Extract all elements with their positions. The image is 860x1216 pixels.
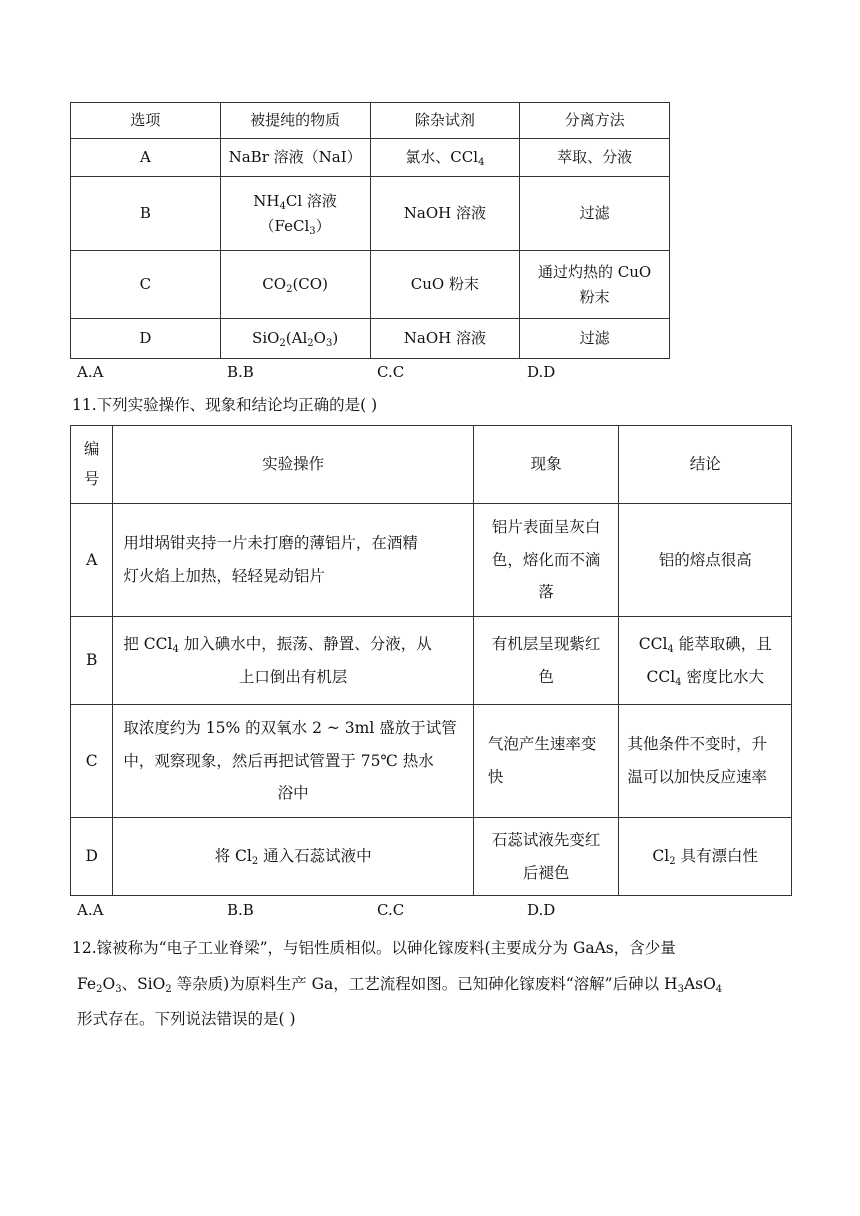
substance-cell: NaBr 溶液（NaI）	[220, 139, 370, 177]
experiment-table	[70, 425, 792, 896]
table-header-row	[71, 103, 670, 139]
header-cell: 除杂试剂	[370, 103, 520, 139]
header-number: 编 号	[71, 426, 113, 504]
phenomenon-cell: 有机层呈现紫红 色	[473, 617, 619, 705]
reagent-cell: 氯水、CCl$_4$	[370, 139, 520, 177]
phenomenon-cell: 石蕊试液先变红 后褪色	[473, 818, 619, 896]
choice-d[interactable]: D.D	[527, 901, 556, 919]
reagent-cell: CuO 粉末	[370, 251, 520, 319]
option-cell: B	[71, 177, 221, 251]
header-operation: 实验操作	[113, 426, 474, 504]
choice-b[interactable]: B.B	[227, 901, 254, 919]
header-cell: 选项	[71, 103, 221, 139]
choice-b[interactable]: B.B	[227, 363, 254, 381]
table-row	[71, 251, 670, 319]
choice-c[interactable]: C.C	[377, 363, 405, 381]
method-cell: 萃取、分液	[520, 139, 670, 177]
conclusion-cell: CCl$_4$ 能萃取碘，且 CCl$_4$ 密度比水大	[619, 617, 792, 705]
operation-cell: 取浓度约为 15% 的双氧水 2 ~ 3ml 盛放于试管 中，观察现象，然后再把试管置于 75℃ 热水 浴中	[113, 705, 474, 818]
operation-cell: 用坩埚钳夹持一片未打磨的薄铝片，在酒精 灯火焰上加热，轻轻晃动铝片	[113, 504, 474, 617]
question-11: 11.下列实验操作、现象和结论均正确的是( )	[72, 396, 378, 414]
method-cell: 通过灼热的 CuO 粉末	[520, 251, 670, 319]
choice-c[interactable]: C.C	[377, 901, 405, 919]
method-cell: 过滤	[520, 319, 670, 359]
row-number: D	[71, 818, 113, 896]
question-12-line-3: 形式存在。下列说法错误的是( )	[77, 1010, 296, 1029]
table-row	[71, 818, 792, 896]
conclusion-cell: $Cl_2$ 具有漂白性	[619, 818, 792, 896]
question-12	[72, 931, 777, 1038]
table-row	[71, 319, 670, 359]
choice-a[interactable]: A.A	[77, 363, 104, 381]
conclusion-cell: 铝的熔点很高	[619, 504, 792, 617]
phenomenon-cell: 气泡产生速率变 快	[473, 705, 619, 818]
question-12-line-2: $Fe_2O_3$、SiO$_2$ 等杂质)为原料生产 Ga，工艺流程如图。已知砷化镓废料“溶解”后砷以 $H_3AsO_4$	[77, 974, 723, 995]
reagent-cell: NaOH 溶液	[370, 177, 520, 251]
option-cell: C	[71, 251, 221, 319]
substance-cell: $NH_4Cl$ 溶液 （FeCl$_3$）	[220, 177, 370, 251]
purification-table	[70, 102, 670, 359]
table-row	[71, 504, 792, 617]
header-conclusion: 结论	[619, 426, 792, 504]
substance-cell: $CO_2(CO)$	[220, 251, 370, 319]
substance-cell: $SiO_2(Al_2O_3)$	[220, 319, 370, 359]
header-phenomenon: 现象	[473, 426, 619, 504]
header-cell: 分离方法	[520, 103, 670, 139]
operation-cell: 把 CCl$_4$ 加入碘水中，振荡、静置、分液，从 上口倒出有机层	[113, 617, 474, 705]
answer-choices	[77, 363, 677, 381]
operation-cell: 将 $Cl_2$ 通入石蕊试液中	[113, 818, 474, 896]
reagent-cell: NaOH 溶液	[370, 319, 520, 359]
table-row	[71, 705, 792, 818]
option-cell: A	[71, 139, 221, 177]
choice-a[interactable]: A.A	[77, 901, 104, 919]
table-row	[71, 617, 792, 705]
table-row	[71, 139, 670, 177]
phenomenon-cell: 铝片表面呈灰白 色，熔化而不滴 落	[473, 504, 619, 617]
header-cell: 被提纯的物质	[220, 103, 370, 139]
option-cell: D	[71, 319, 221, 359]
choice-d[interactable]: D.D	[527, 363, 556, 381]
method-cell: 过滤	[520, 177, 670, 251]
table-header-row	[71, 426, 792, 504]
row-number: A	[71, 504, 113, 617]
answer-choices	[77, 901, 677, 919]
table-row	[71, 177, 670, 251]
conclusion-cell: 其他条件不变时，升 温可以加快反应速率	[619, 705, 792, 818]
row-number: C	[71, 705, 113, 818]
question-12-line-1: 12.镓被称为“电子工业脊梁”，与铝性质相似。以砷化镓废料(主要成分为 GaAs，含少量	[72, 939, 676, 957]
row-number: B	[71, 617, 113, 705]
